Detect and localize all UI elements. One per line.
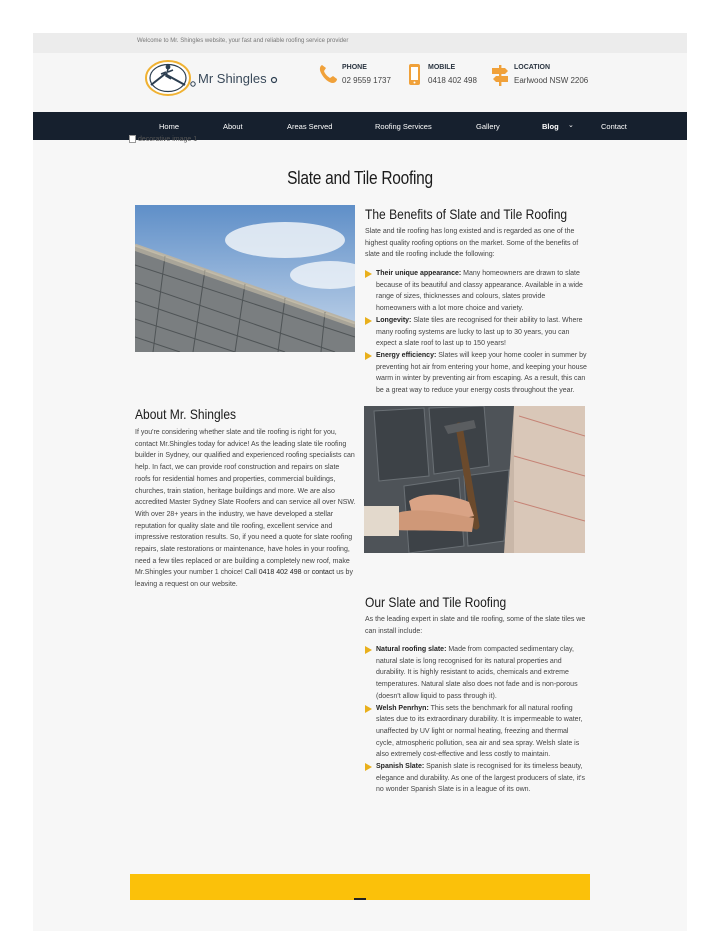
arrow-bullet-icon	[365, 352, 372, 360]
nav-blog[interactable]: Blog	[542, 122, 559, 131]
phone-icon	[318, 63, 338, 85]
signpost-icon	[490, 63, 510, 87]
broken-image-icon	[129, 135, 136, 143]
benefits-intro: Slate and tile roofing has long existed and is regarded as one of the highest quality roofing options on the market. Some of the benefits of slate and tile roofing include the following:	[365, 228, 579, 259]
page-title: Slate and Tile Roofing	[287, 168, 433, 188]
list-item: Their unique appearance: Many homeowners are drawn to slate because of its beautiful and classy appearance. Available in a wide range of sizes, thicknesses and colours, slates provide homeowners with a lot more choice and variety.	[365, 268, 587, 315]
about-body: If you're considering whether slate and tile roofing is right for you, contact Mr.Shingles today for advice! As the leading slate tile roofing builder in Sydney, our qualified and experienced roofing specialists can help. In fact, we can provide roof construction and repairs on slate roofs for residential homes and properties, commercial buildings, churches, train station, heritage buildings and more. We are also accredited Master Sydney Slate Roofers and can service all over NSW. With over 28+ years in the industry, we have developed a stellar reputation for quality slate and tile roofing, excellent service and impressive restoration results. So, if you need a quote for slate roofing repairs, slate restorations or maintenance, have holes in your roofing, need a few tiles replaced or are building a completely new roof, make Mr.Shingles your number 1 choice! Call 0418 402 498 or contact us by leaving a request on our website.	[135, 429, 356, 589]
phone-link[interactable]: 0418 402 498	[258, 569, 302, 577]
slate-roof-photo	[135, 205, 355, 352]
phone-contact[interactable]: PHONE 02 9559 1737	[318, 63, 428, 93]
top-bar	[33, 33, 687, 53]
chevron-down-icon[interactable]: ⌄	[568, 122, 574, 129]
list-item: Longevity: Slate tiles are recognised for their ability to last. Where many roofing systems are lucky to last up to 30 years, you can expect a slate roof to last up to 150 years!	[365, 315, 587, 350]
benefits-heading: The Benefits of Slate and Tile Roofing	[365, 206, 568, 222]
tagline: Welcome to Mr. Shingles website, your fast and reliable roofing service provider	[137, 38, 349, 44]
nav-home[interactable]: Home	[159, 122, 180, 131]
footer-divider	[354, 898, 366, 900]
nav-areas-served[interactable]: Areas Served	[287, 122, 333, 131]
main-content	[33, 140, 687, 931]
broken-decorative-image: decorative image 1	[129, 135, 197, 143]
site-logo[interactable]	[141, 57, 276, 101]
our-range-heading: Our Slate and Tile Roofing	[365, 594, 507, 610]
arrow-bullet-icon	[365, 705, 372, 713]
mobile-icon	[407, 63, 423, 87]
list-item: Spanish Slate: Spanish slate is recognised for its timeless beauty, elegance and durability. As one of the largest producers of slate, it's no wonder Spanish Slate is in a league of its own.	[365, 761, 587, 796]
logo-ring-icon	[270, 76, 278, 84]
site-header	[33, 53, 687, 112]
list-item: Natural roofing slate: Made from compacted sedimentary clay, natural slate is long recognised for its natural properties and durability. It is highly resistant to acids, chemicals and extreme temperatures. Natural slate also does not fade and is non-porous (doesn't allow liquid to pass through it).	[365, 644, 587, 703]
footer-cta-band	[130, 874, 590, 900]
nav-gallery[interactable]: Gallery	[476, 122, 500, 131]
logo-emblem-icon	[141, 57, 199, 101]
list-item: Energy efficiency: Slates will keep your home cooler in summer by preventing hot air from entering your home, and keeping your house warm in winter by preventing air from escaping. As a result, this can be a great way to reduce your energy costs throughout the year.	[365, 350, 587, 397]
slate-types-list	[365, 644, 587, 796]
arrow-bullet-icon	[365, 317, 372, 325]
nav-about[interactable]: About	[223, 122, 243, 131]
location-contact[interactable]: LOCATION Earlwood NSW 2206	[490, 63, 620, 93]
nav-roofing-services[interactable]: Roofing Services	[375, 122, 432, 131]
arrow-bullet-icon	[365, 270, 372, 278]
arrow-bullet-icon	[365, 646, 372, 654]
roofer-installing-slate-photo	[364, 406, 585, 553]
contact-link[interactable]: contact	[311, 569, 335, 577]
nav-contact[interactable]: Contact	[601, 122, 627, 131]
logo-text: Mr Shingles	[198, 71, 267, 86]
mobile-contact[interactable]: MOBILE 0418 402 498	[407, 63, 517, 93]
benefits-list	[365, 268, 587, 408]
about-heading: About Mr. Shingles	[135, 406, 237, 422]
our-range-intro: As the leading expert in slate and tile roofing, some of the slate tiles we can install include:	[365, 616, 586, 635]
arrow-bullet-icon	[365, 763, 372, 771]
list-item: Welsh Penrhyn: This sets the benchmark for all natural roofing slates due to its extraordinary durability. It is impermeable to water, unaffected by UV light or normal heating, freezing and thermal cycle, atmospheric pollution, sea air and sea spray. Welsh slate is also extremely cost-effective and less costly to maintain.	[365, 703, 587, 762]
